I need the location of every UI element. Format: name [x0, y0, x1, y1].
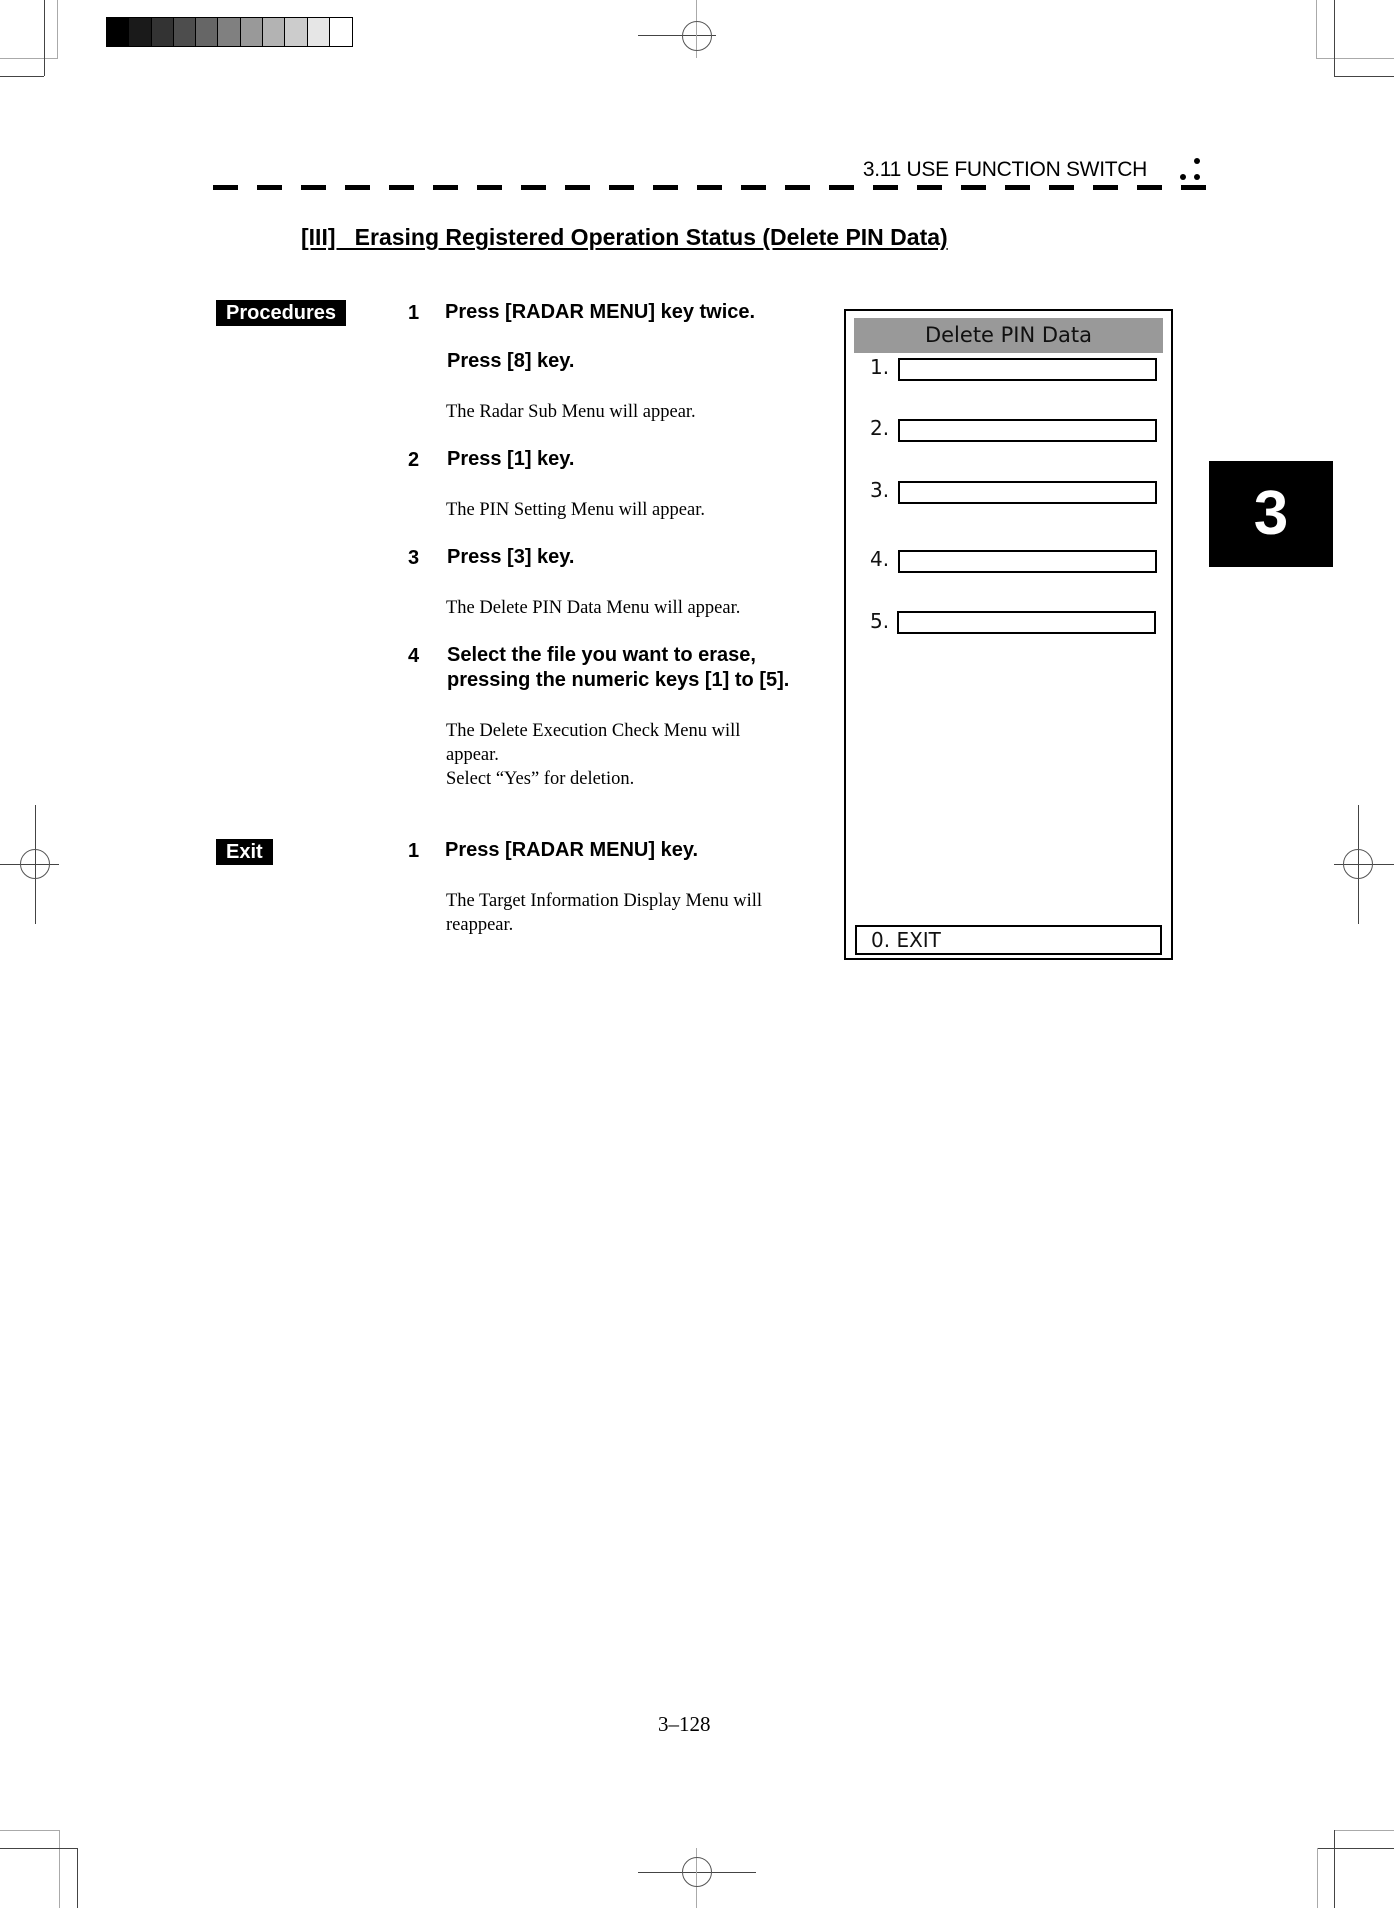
- rule-dash: [389, 185, 414, 190]
- pin-file-slot-3[interactable]: [898, 481, 1157, 504]
- gray-scale-swatch: [330, 18, 352, 46]
- gray-scale-swatch: [285, 18, 307, 46]
- rule-dash: [1049, 185, 1074, 190]
- rule-dash: [213, 185, 238, 190]
- rule-dash: [1005, 185, 1030, 190]
- gray-scale-strip: [106, 17, 353, 47]
- pin-file-slot-1[interactable]: [898, 358, 1157, 381]
- menu-title: Delete PIN Data: [854, 318, 1163, 353]
- gray-scale-swatch: [129, 18, 151, 46]
- gray-scale-swatch: [152, 18, 174, 46]
- page-number: 3‒128: [658, 1712, 711, 1736]
- gray-scale-swatch: [218, 18, 240, 46]
- rule-dash: [785, 185, 810, 190]
- pin-file-slot-4[interactable]: [898, 550, 1157, 573]
- exit-label: Exit: [216, 839, 273, 865]
- rule-dash: [1137, 185, 1162, 190]
- step-number: 3: [408, 547, 420, 569]
- menu-item-number: 1.: [870, 355, 890, 379]
- gray-scale-swatch: [308, 18, 330, 46]
- pin-file-slot-5[interactable]: [897, 611, 1156, 634]
- step-number: 1: [408, 302, 420, 324]
- step-instruction: Press [3] key.: [447, 546, 575, 568]
- rule-dash: [521, 185, 546, 190]
- gray-scale-swatch: [174, 18, 196, 46]
- section-dots-icon: [1178, 158, 1204, 186]
- rule-dash: [257, 185, 282, 190]
- step-note-line-2: appear.: [446, 745, 499, 765]
- step-note-line-2: reappear.: [446, 915, 514, 935]
- menu-item-number: 5.: [870, 609, 890, 633]
- rule-dash: [1093, 185, 1118, 190]
- header-dashed-rule: [213, 185, 1203, 190]
- delete-pin-data-menu: [844, 309, 1173, 960]
- rule-dash: [873, 185, 898, 190]
- chapter-tab: 3: [1209, 461, 1333, 567]
- section-header: 3.11 USE FUNCTION SWITCH: [862, 158, 1147, 181]
- step-sub-instruction: Press [8] key.: [447, 350, 575, 372]
- menu-item-number: 3.: [870, 478, 890, 502]
- step-note: The PIN Setting Menu will appear.: [446, 500, 705, 520]
- rule-dash: [477, 185, 502, 190]
- rule-dash: [433, 185, 458, 190]
- step-instruction: Press [RADAR MENU] key twice.: [445, 301, 756, 323]
- step-note-line-3: Select “Yes” for deletion.: [446, 769, 635, 789]
- rule-dash: [1181, 185, 1206, 190]
- gray-scale-swatch: [107, 18, 129, 46]
- rule-dash: [961, 185, 986, 190]
- pin-file-slot-2[interactable]: [898, 419, 1157, 442]
- step-number: 2: [408, 449, 420, 471]
- step-note: The Delete PIN Data Menu will appear.: [446, 598, 741, 618]
- rule-dash: [829, 185, 854, 190]
- rule-dash: [565, 185, 590, 190]
- gray-scale-swatch: [196, 18, 218, 46]
- rule-dash: [917, 185, 942, 190]
- step-instruction-line-1: Select the file you want to erase,: [447, 644, 756, 666]
- menu-item-number: 2.: [870, 416, 890, 440]
- procedures-label: Procedures: [216, 300, 346, 326]
- gray-scale-swatch: [241, 18, 263, 46]
- step-number: 1: [408, 840, 420, 862]
- rule-dash: [653, 185, 678, 190]
- menu-exit-button[interactable]: 0. EXIT: [855, 925, 1162, 955]
- step-number: 4: [408, 645, 420, 667]
- menu-item-number: 4.: [870, 547, 890, 571]
- step-note-line-1: The Target Information Display Menu will: [446, 891, 763, 911]
- step-instruction-line-2: pressing the numeric keys [1] to [5].: [447, 669, 790, 691]
- step-note: The Radar Sub Menu will appear.: [446, 402, 696, 422]
- gray-scale-swatch: [263, 18, 285, 46]
- rule-dash: [301, 185, 326, 190]
- rule-dash: [741, 185, 766, 190]
- rule-dash: [697, 185, 722, 190]
- rule-dash: [345, 185, 370, 190]
- page-title: [III] Erasing Registered Operation Status (Delete PIN Data): [301, 224, 948, 250]
- step-instruction: Press [RADAR MENU] key.: [445, 839, 699, 861]
- step-note-line-1: The Delete Execution Check Menu will: [446, 721, 741, 741]
- rule-dash: [609, 185, 634, 190]
- step-instruction: Press [1] key.: [447, 448, 575, 470]
